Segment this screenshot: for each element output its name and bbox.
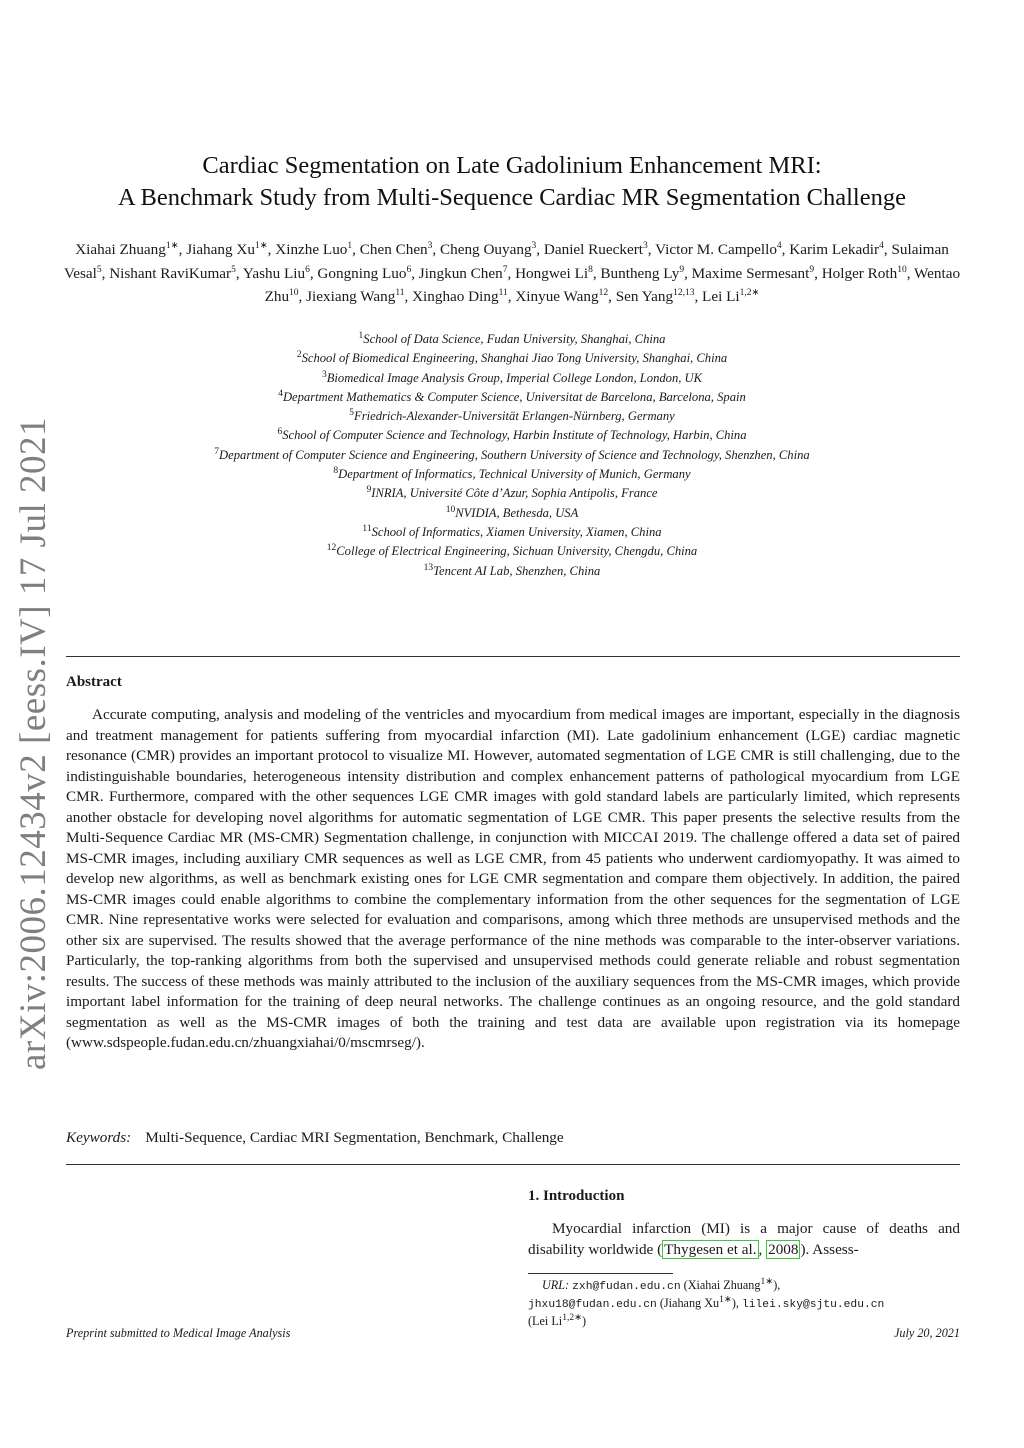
keywords <box>66 1129 564 1147</box>
affiliation-line <box>60 523 964 542</box>
author-affiliation-mark: 11 <box>498 287 508 298</box>
author-affiliation-mark: 5 <box>231 264 236 275</box>
email-link-2[interactable]: jhxu18@fudan.edu.cn <box>528 1299 657 1312</box>
affiliation-text: Department of Computer Science and Engineering, Southern University of Science and Technology, Shenzhen, China <box>219 447 810 462</box>
affiliation-number: 13 <box>423 562 434 573</box>
affiliation-text: Friedrich-Alexander-Universität Erlangen-Nürnberg, Germany <box>354 409 675 424</box>
affiliation-line <box>60 369 964 388</box>
affiliation-text: Tencent AI Lab, Shenzhen, China <box>433 563 601 578</box>
author-affiliation-mark: 1∗ <box>254 240 268 251</box>
citation-link-year[interactable]: 2008 <box>768 1241 799 1258</box>
author-affiliation-mark: 1∗ <box>165 240 179 251</box>
affiliation-line <box>60 330 964 349</box>
citation-link-author[interactable]: Thygesen et al. <box>664 1241 757 1258</box>
affiliation-line <box>60 446 964 465</box>
author-affiliation-mark: 3 <box>643 240 648 251</box>
introduction-paragraph <box>528 1218 960 1260</box>
abstract-bottom-rule <box>66 1164 960 1165</box>
paper-title <box>80 150 944 214</box>
title-line-1: Cardiac Segmentation on Late Gadolinium Enhancement MRI: <box>202 152 822 179</box>
author-name: Daniel Rueckert <box>543 241 643 258</box>
author-name: Yashu Liu <box>242 264 306 282</box>
author-affiliation-mark: 8 <box>588 264 593 275</box>
author-name: Jiexiang Wang <box>306 288 396 305</box>
author-affiliation-mark: 9 <box>809 264 815 275</box>
affiliation-number: 9 <box>366 485 372 496</box>
footer-date: July 20, 2021 <box>893 1326 960 1340</box>
affiliation-line <box>60 542 964 561</box>
author-affiliation-mark: 1 <box>347 240 353 251</box>
author-name: Jingkun Chen <box>418 264 503 282</box>
author-name: Hongwei Li <box>515 264 589 282</box>
author-affiliation-mark: 3 <box>427 240 433 251</box>
author-name: Maxime Sermesant <box>691 264 810 282</box>
section-heading-introduction: 1. Introduction <box>528 1188 625 1204</box>
abstract-heading: Abstract <box>66 674 122 690</box>
email-link-1[interactable]: zxh@fudan.edu.cn <box>572 1281 681 1293</box>
affiliation-number: 6 <box>277 427 283 438</box>
affiliation-number: 1 <box>358 330 364 341</box>
affiliation-text: Department of Informatics, Technical University of Munich, Germany <box>338 467 691 482</box>
footnote-name-3: (Lei Li <box>528 1314 563 1329</box>
author-affiliation-mark: 3 <box>531 240 537 251</box>
footer-journal: Preprint submitted to Medical Image Analysis <box>66 1326 291 1340</box>
author-name: Victor M. Campello <box>655 241 777 258</box>
citation-separator: , <box>758 1241 767 1258</box>
footnote-sup-1: 1∗ <box>760 1276 774 1287</box>
author-name: Karim Lekadir <box>789 241 880 258</box>
abstract-body: Accurate computing, analysis and modeling of the ventricles and myocardium from medical images are important, especially in the diagnosis and treatment management for patients suffering from myocardial infarction (MI). Late gadolinium enhancement (LGE) cardiac magnetic resonance (CMR) provides an important protocol to visualize MI. However, automated segmentation of LGE CMR is still challenging, due to the indistinguishable boundaries, heterogeneous intensity distribution and complex enhancement patterns of pathological myocardium from LGE CMR. Furthermore, compared with the other sequences LGE CMR images with gold standard labels are particularly limited, which represents another obstacle for developing novel algorithms for automatic segmentation of LGE CMR. This paper presents the selective results from the Multi-Sequence Cardiac MR (MS-CMR) Segmentation challenge, in conjunction with MICCAI 2019. The challenge offered a data set of paired MS-CMR images, including auxiliary CMR sequences as well as LGE CMR, from 45 patients who underwent cardiomyopathy. It was aimed to develop new algorithms, as well as benchmark existing ones for LGE CMR segmentation and compare them objectively. In addition, the paired MS-CMR images could enable algorithms to combine the complementary information from the other sequences for the segmentation of LGE CMR. Nine representative works were selected for evaluation and comparisons, among which three methods are unsupervised methods and the other six are supervised. The results showed that the average performance of the nine methods was comparable to the inter-observer variations. Particularly, the top-ranking algorithms from both the supervised and unsupervised methods could generate reliable and robust segmentation results. The success of these methods was mainly attributed to the inclusion of the auxiliary sequences from the MS-CMR images, which provide important label information for the training of deep neural networks. The challenge continues as an ongoing resource, and the gold standard segmentation as well as the MS-CMR images of both the training and test data are available upon registration via its homepage (www.sdspeople.fudan.edu.cn/zhuangxiahai/0/mscmrseg/). <box>66 706 960 1051</box>
author-name: Gongning Luo <box>317 264 407 282</box>
affiliation-text: College of Electrical Engineering, Sichuan University, Chengdu, China <box>336 544 698 559</box>
author-name: Xinzhe Luo <box>275 241 348 258</box>
author-name: Jiahang Xu <box>186 241 255 258</box>
affiliation-text: School of Computer Science and Technology, Harbin Institute of Technology, Harbin, China <box>282 428 747 443</box>
author-affiliation-mark: 1,2∗ <box>739 287 760 298</box>
footnote-sup-3: 1,2∗ <box>562 1313 583 1324</box>
author-affiliation-mark: 6 <box>305 264 310 275</box>
footnote-rule <box>528 1273 673 1274</box>
author-affiliation-mark: 11 <box>395 287 405 298</box>
footnote-name-2: (Jiahang Xu <box>659 1296 720 1311</box>
affiliation-line <box>60 504 964 523</box>
affiliation-number: 5 <box>349 408 355 418</box>
affiliation-text: School of Biomedical Engineering, Shanghai Jiao Tong University, Shanghai, China <box>301 351 728 366</box>
intro-text-after: ). Assess- <box>800 1241 859 1258</box>
affiliation-number: 8 <box>333 465 339 476</box>
affiliation-line <box>60 426 964 445</box>
affiliation-number: 11 <box>362 523 372 534</box>
author-affiliation-mark: 9 <box>679 264 685 275</box>
affiliation-number: 12 <box>326 543 337 554</box>
affiliation-number: 7 <box>214 446 220 457</box>
keywords-label: Keywords: <box>66 1129 132 1146</box>
author-affiliation-mark: 5 <box>96 264 102 275</box>
author-affiliation-mark: 7 <box>502 264 508 275</box>
author-name: Holger Roth <box>821 264 898 282</box>
footnote-close-1: ), <box>773 1278 781 1292</box>
affiliation-text: INRIA, Université Côte d’Azur, Sophia Antipolis, France <box>371 486 658 501</box>
keywords-value: Multi-Sequence, Cardiac MRI Segmentation, Benchmark, Challenge <box>145 1129 564 1146</box>
title-line-2: A Benchmark Study from Multi-Sequence Cardiac MR Segmentation Challenge <box>118 184 906 211</box>
footnote <box>528 1277 960 1330</box>
affiliation-text: Biomedical Image Analysis Group, Imperial College London, London, UK <box>326 370 703 385</box>
author-name: Chen Chen <box>359 241 428 258</box>
author-name: Wentao Zhu <box>264 264 961 305</box>
affiliation-line <box>60 349 964 368</box>
author-affiliation-mark: 12,13 <box>673 287 695 298</box>
affiliation-text: School of Data Science, Fudan University, Shanghai, China <box>363 332 666 346</box>
arxiv-stamp: arXiv:2006.12434v2 [eess.IV] 17 Jul 2021 <box>13 416 54 1070</box>
author-name: Lei Li <box>702 288 740 305</box>
footnote-name-1: (Xiahai Zhuang <box>683 1278 761 1292</box>
footnote-close-2: ), <box>731 1296 739 1311</box>
footnote-sup-2: 1∗ <box>719 1295 732 1306</box>
author-affiliation-mark: 4 <box>879 240 884 251</box>
footnote-close-3: ) <box>582 1314 587 1329</box>
affiliation-list <box>60 330 964 581</box>
author-name: Cheng Ouyang <box>440 241 532 258</box>
affiliation-line <box>60 388 964 407</box>
affiliation-line <box>60 407 964 426</box>
author-affiliation-mark: 12 <box>598 287 609 298</box>
affiliation-number: 10 <box>445 504 456 515</box>
affiliation-line <box>60 484 964 503</box>
author-affiliation-mark: 6 <box>406 264 412 275</box>
author-name: Xiahai Zhuang <box>75 241 166 258</box>
affiliation-line <box>60 465 964 484</box>
author-affiliation-mark: 10 <box>289 287 299 298</box>
affiliation-text: School of Informatics, Xiamen University, Xiamen, China <box>371 524 662 539</box>
affiliation-text: NVIDIA, Bethesda, USA <box>455 505 579 520</box>
affiliation-text: Department Mathematics & Computer Science, Universitat de Barcelona, Barcelona, Spain <box>282 389 746 404</box>
author-name: Xinghao Ding <box>412 288 499 305</box>
author-list: Xiahai Zhuang$^{1∗}$, Jiahang $Xu^{1∗}$, Xinzhe Luo$^1$, Chen Chen$^3$, Cheng Ouyang$^3$, Daniel Rueckert$^3$, Victor M. Campello$^4$, Karim Lekadir$^4$, Sulaiman Vesal$^5$, Nishant RaviKumar$^5$, Yashu Liu$^6$, Gongning Luo$^6$, Jingkun Chen$^7$, Hongwei Li$^8$, Buntheng Ly$^9$, Maxime Sermesant$^9$, Holger Roth$^{10}$, Wentao Zhu$^{10}$, Jiexiang Wang$^{11}$, Xinghao Ding$^{11}$, Xinyue Wang$^{12}$, Sen Yang$^{12,13}$, Lei $Li^{1,2∗}$ <box>63 240 961 305</box>
affiliation-line <box>60 562 964 581</box>
intro-text-before: Myocardial infarction (MI) is a major cause of deaths and disability worldwide ( <box>528 1220 960 1258</box>
abstract-top-rule <box>66 656 960 657</box>
author-name: Nishant RaviKumar <box>109 264 232 282</box>
author-name: Buntheng Ly <box>600 264 680 282</box>
author-affiliation-mark: 4 <box>776 240 782 251</box>
author-name: Sen Yang <box>615 288 674 305</box>
email-link-3[interactable]: lilei.sky@sjtu.edu.cn <box>741 1299 885 1312</box>
author-affiliation-mark: 10 <box>897 264 907 275</box>
footnote-url-label: URL: <box>542 1278 570 1292</box>
affiliation-number: 2 <box>296 350 302 361</box>
author-name: Sulaiman Vesal <box>63 241 949 282</box>
affiliation-number: 3 <box>321 369 327 380</box>
author-name: Xinyue Wang <box>515 288 599 305</box>
affiliation-number: 4 <box>278 388 283 399</box>
